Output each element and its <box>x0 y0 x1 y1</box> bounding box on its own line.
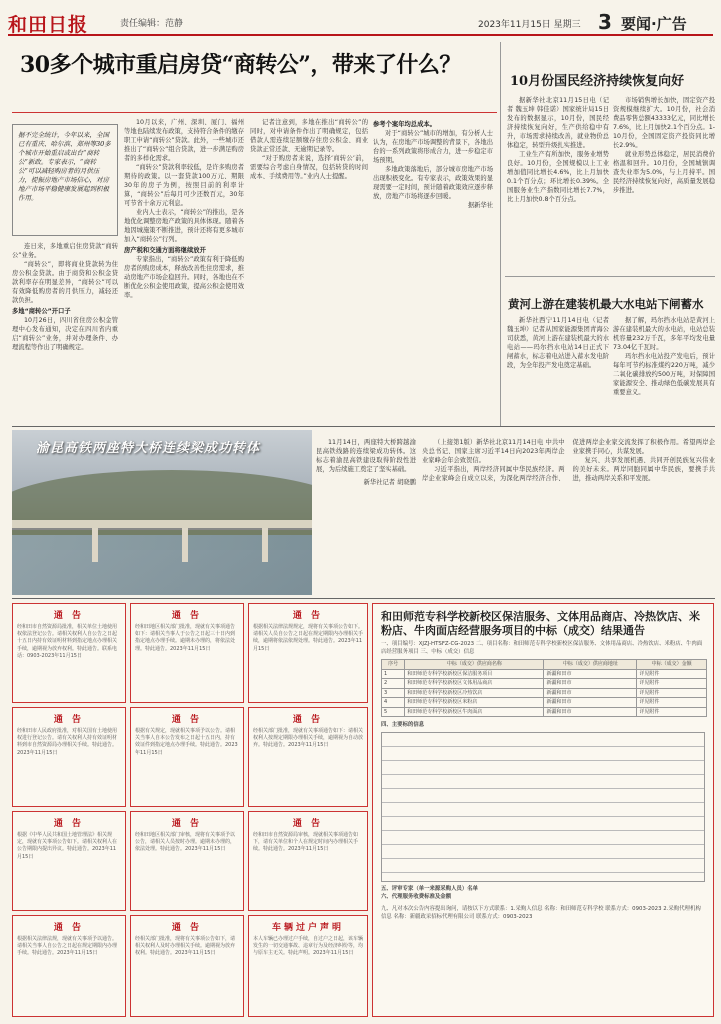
paragraph: 玛尔挡水电站投产发电后，预计每年可节约标准煤约220万吨，减少二氧化碳排放约500万吨，对保障国家能源安全、推动绿色低碳发展具有重要意义。 <box>613 353 715 396</box>
notice-body: 经和田市自然资源局审核，现就相关事项通告如下，请有关单位和个人在规定时间内办理相关手续。特此通告。2023年11月15日 <box>253 832 359 853</box>
main-headline: 30多个城市重启房贷“商转公”，带来了什么？ <box>20 52 461 78</box>
table-cell: 详见附件 <box>637 679 707 689</box>
table-cell: 新疆和田市 <box>544 698 637 708</box>
table-cell: 新疆和田市 <box>544 669 637 679</box>
notice-body: 经相关部门批准，现就有关事项通告如下：请相关权利人按规定期限办理相关手续，逾期视为自动放弃。特此通告。2023年11月15日 <box>253 728 364 749</box>
table-cell: 详见附件 <box>637 688 707 698</box>
page-number: 3 <box>598 10 612 34</box>
notice-title: 通 告 <box>53 715 85 725</box>
notice-title: 通 告 <box>292 819 324 829</box>
paragraph: 新华社西宁11月14日电（记者 魏玉坤）记者从国家能源集团青海公司获悉，黄河上游在建装机最大的水电站——玛尔挡水电站14日正式下闸蓄水，标志着电站进入蓄水发电阶段，为全年投产发电奠定基础。 <box>507 317 609 369</box>
subhead: 多地“商转公”开口子 <box>12 308 71 315</box>
paragraph: “对于购房者来说，选择‘商转公’前，需要综合考虑自身情况，包括转贷的时间成本、手续费用等。”业内人士提醒。 <box>250 155 368 180</box>
tender-detail-table <box>381 732 705 882</box>
section-rule <box>505 276 715 277</box>
table-header-cell: 中标（成交）供应商名称 <box>405 660 544 670</box>
notice-box <box>248 603 368 703</box>
table-cell: 详见附件 <box>637 669 707 679</box>
notice-body: 根据相关法律法规，现就有关事项予以通告。请相关当事人自公告之日起在规定期限内办理手续。特此通告。2023年11月15日 <box>17 936 118 957</box>
caption-text: 11月14日，两座特大桥跨越渝昆高铁线路的连续梁成功转体。这标志着渝昆高铁建设取得阶段性进展，为后续施工奠定了坚实基础。 <box>316 439 416 473</box>
masthead <box>8 6 713 36</box>
table-cell: 详见附件 <box>637 698 707 708</box>
table-cell: 3 <box>382 688 405 698</box>
table-row <box>382 698 707 708</box>
headline-rule <box>12 112 497 113</box>
table-cell: 5 <box>382 707 405 717</box>
bridge-pier-shape <box>92 528 98 562</box>
notice-box <box>130 811 244 911</box>
paragraph: “商转公”，即将商业贷款转为住房公积金贷款。由于商贷和公积金贷款利率存在明显差异，“商转公”可以有效降低购房者的月供压力，减轻还款负担。 <box>12 261 118 304</box>
main-story-col-4 <box>373 118 493 424</box>
tender-title: 和田师范专科学校新校区保洁服务、文体用品商店、冷热饮店、米粉店、牛肉面店经营服务项目的中标（成交）结果通告 <box>381 610 700 637</box>
dam-col-1 <box>507 316 609 426</box>
table-cell: 和田师范专科学校新校区米粉店 <box>405 698 544 708</box>
paragraph: （上接第1版）新华社北京11月14日电 中共中央总书记、国家主席习近平14日向2023年两岸企业家峰会年会致贺信。 <box>422 439 565 464</box>
dam-col-2 <box>613 316 715 426</box>
paragraph: 10月26日，四川省住房公积金管理中心发布通知，决定在四川省内重启“商转公”业务，并对办理条件、办理流程等作出了明确规定。 <box>12 317 118 351</box>
table-cell: 和田师范专科学校新校区保洁服务项目 <box>405 669 544 679</box>
paragraph: 习近平指出，两岸经济同属中华民族经济。两岸企业家峰会自成立以来，为深化两岸经济合作、促进两岸企业家交流发挥了积极作用。希望两岸企业家携手同心，共谋发展。 <box>422 439 715 482</box>
photo-title: 渝昆高铁两座特大桥连续梁成功转体 <box>36 441 261 456</box>
dam-headline: 黄河上游在建装机最大水电站下闸蓄水 <box>508 297 704 311</box>
paragraph: 业内人士表示，“商转公”的推出，是各地优化调整房地产政策的具体体现。随着各地因城施策不断推进，预计还将有更多城市加入“商转公”行列。 <box>124 209 244 243</box>
table-row <box>382 688 707 698</box>
notice-box <box>130 603 244 703</box>
table-cell: 和田师范专科学校新校区牛肉面店 <box>405 707 544 717</box>
notice-box <box>248 811 368 911</box>
main-story-col-1 <box>12 242 118 424</box>
paragraph: 就业形势总体稳定，居民消费价格温和回升。10月份，全国城镇调查失业率为5.0%，与上月持平。国民经济持续恢复向好，高质量发展稳步推进。 <box>613 151 715 194</box>
notice-box <box>12 707 126 807</box>
table-cell: 和田师范专科学校新校区冷热饮店 <box>405 688 544 698</box>
notice-body: 经和田市人民政府批准，对相关国有土地使用权进行登记公告。请有关权利人持有效证明材料到市自然资源局办理相关手续。特此通告。2023年11月15日 <box>17 728 118 756</box>
bridge-pier-shape <box>262 528 268 562</box>
subhead: 参考个案年均总成本。 <box>373 121 436 128</box>
paragraph: 对于“商转公”城市的增加，有分析人士认为，在房地产市场调整的背景下，各地出台的一系列政策将形成合力，进一步稳定市场预期。 <box>373 130 493 164</box>
notice-title: 通 告 <box>171 611 203 621</box>
table-cell: 1 <box>382 669 405 679</box>
ads-rule <box>12 598 715 599</box>
subhead: 房产税和交通方面将继续放开 <box>124 247 206 254</box>
bridge-deck-shape <box>12 520 312 528</box>
notice-title: 车辆过户声明 <box>271 923 344 933</box>
notice-title: 通 告 <box>53 923 85 933</box>
notice-box <box>248 915 368 1017</box>
table-cell: 新疆和田市 <box>544 679 637 689</box>
tender-table <box>381 659 707 717</box>
tender-section-heading: 四、主要标的信息 <box>381 722 425 728</box>
paragraph: 工业生产有所加快，服务业增势良好。10月份，全国规模以上工业增加值同比增长4.6%，比上月加快0.1个百分点；环比增长0.39%。全国服务业生产指数同比增长7.7%，比上月加快0.8个百分点。 <box>507 151 609 203</box>
table-header-row <box>382 660 707 670</box>
economy-headline: 10月份国民经济持续恢复向好 <box>510 74 685 89</box>
notice-title: 通 告 <box>171 923 203 933</box>
column-divider <box>500 42 501 426</box>
paragraph: 记者注意到，多地在推出“商转公”的同时，对申请条件作出了明确规定，包括借款人需连续足额缴存住房公积金、商业贷款正常还款、无逾期记录等。 <box>250 119 368 153</box>
bridge-pier-shape <box>182 528 188 562</box>
notice-body: 根据相关法律法规规定，现将有关事项公告如下。请相关人员自公告之日起在规定期限内办理相关手续，逾期将依法依规处理。特此通告。2023年11月15日 <box>253 624 364 652</box>
notice-box <box>12 811 126 911</box>
table-cell: 新疆和田市 <box>544 707 637 717</box>
table-header-cell: 中标（成交）金额 <box>637 660 707 670</box>
paragraph: 专家指出，“商转公”政策有利于降低购房者的购房成本，释放改善性住房需求，推动房地产市场企稳回升。同时，各地也在不断优化公积金使用政策，提高公积金使用效率。 <box>124 256 244 299</box>
table-cell: 和田师范专科学校新校区文体用品商店 <box>405 679 544 689</box>
notice-box <box>130 915 244 1017</box>
notice-body: 经和田地区相关部门批准，现就有关事项通告如下：请相关当事人于公告之日起三十日内到指定地点办理手续。逾期未办理的，将依法处理。特此通告。2023年11月15日 <box>135 624 236 652</box>
notice-title: 通 告 <box>171 715 203 725</box>
tender-section-heading: 五、评审专家（单一来源采购人员）名单 <box>381 886 479 892</box>
notice-body: 根据有关规定，现就相关事项予以公告。请相关当事人自本公告发布之日起十五日内，持有效证件到指定地点办理手续。特此通告。2023年11月15日 <box>135 728 238 756</box>
table-row <box>382 707 707 717</box>
paragraph: 10月以来，广州、深圳、厦门、福州等地也陆续发布政策，支持符合条件的缴存职工申请“商转公”贷款。此外，一些城市还推出了“商转公”组合贷款，进一步满足购房者的多样化需求。 <box>124 119 244 162</box>
tender-intro: 一、项目编号：XJZJ-HTSFZ-CG-2023 二、项目名称：和田师范专科学校新校区保洁服务、文体用品商店、冷热饮店、米粉店、牛肉面店经营服务项目 三、中标（成交）信息 <box>381 641 703 655</box>
section-title: 要闻·广告 <box>621 15 687 33</box>
notice-box <box>12 915 126 1017</box>
notice-title: 通 告 <box>292 611 324 621</box>
main-story-col-2 <box>124 118 244 424</box>
notice-body: 根据《中华人民共和国土地管理法》相关规定，现就有关事项公告如下。请相关权利人在公告期限内提出异议。特此通告。2023年11月15日 <box>17 832 118 860</box>
table-row <box>382 669 707 679</box>
tender-notice <box>372 603 714 1017</box>
photo-credit: 新华社记者 胡晓鹏 <box>363 479 416 486</box>
paragraph: 连日来，多地重启住房贷款“商转公”业务。 <box>12 243 118 259</box>
notice-body: 经和田地区相关部门审核，现将有关事项予以公告，请相关人员按时办理。逾期未办理的，依法处理。特此通告。2023年11月15日 <box>135 832 236 853</box>
notice-body: 经和田市自然资源局批准，相关单位土地使用权依法登记公告。请相关权利人自公告之日起十五日内持有效证明材料到指定地点办理相关手续，逾期视为放弃权利。特此通告。联系电话：0903-2023年11月15日 <box>17 624 118 659</box>
paragraph: 复兴、共享发展机遇、共同开创民族复兴伟业的美好未来。两岸同胞同属中华民族，要携手共进，推动两岸关系和平发展。 <box>572 457 715 482</box>
paragraph: 市场销售增长加快，固定资产投资规模继续扩大。10月份，社会消费品零售总额43333亿元，同比增长7.6%，比上月加快2.1个百分点。1-10月份，全国固定资产投资同比增长2.9%。 <box>613 97 715 149</box>
table-header-cell: 中标（成交）供应商地址 <box>544 660 637 670</box>
notice-body: 本人车辆已办理过户手续，自过户之日起，该车辆发生的一切交通事故、违章行为及经济纠纷等，均与原车主无关。特此声明。2023年11月15日 <box>253 936 364 957</box>
paragraph: 多地政策落地后，部分城市房地产市场出现积极变化。有专家表示，政策效果的显现需要一定时间，预计随着政策效应逐步释放，房地产市场将逐步回暖。 <box>373 166 493 200</box>
notice-title: 通 告 <box>171 819 203 829</box>
tender-section-heading: 六、代理服务收费标准及金额 <box>381 894 452 900</box>
notice-body: 经相关部门批准，现将有关事项公告如下，请相关权利人及时办理相关手续。逾期视为放弃权利。特此通告。2023年11月15日 <box>135 936 236 957</box>
table-row <box>382 679 707 689</box>
table-cell: 详见附件 <box>637 707 707 717</box>
byline: 据新华社 <box>467 202 493 209</box>
economy-col-2 <box>613 96 715 272</box>
newspaper-logo: 和田日报 <box>8 14 89 36</box>
table-cell: 2 <box>382 679 405 689</box>
photo-caption <box>316 438 416 594</box>
notice-title: 通 告 <box>292 715 324 725</box>
notice-box <box>248 707 368 807</box>
tender-contact: 九、凡对本次公告内容提出询问，请按以下方式联系：1.采购人信息 名称：和田师范专科学校 联系方式：0903-2023 2.采购代理机构信息 名称：新疆政采招标代理有限公司 联系方式：0903-2023 <box>381 906 701 920</box>
economy-col-1 <box>507 96 609 272</box>
issue-date: 2023年11月15日 星期三 <box>478 20 581 30</box>
fold-rule <box>12 426 715 427</box>
paragraph: 据新华社北京11月15日电（记者 魏玉坤 韩佳诺）国家统计局15日发布的数据显示，10月份，国民经济持续恢复向好，生产供给稳中有升，市场需求持续改善，就业物价总体稳定，转型升级扎实推进。 <box>507 97 609 149</box>
story4-columns <box>422 438 715 594</box>
notice-title: 通 告 <box>53 819 85 829</box>
editor-credit: 责任编辑：范静 <box>120 19 184 29</box>
table-cell: 4 <box>382 698 405 708</box>
paragraph: 据了解，玛尔挡水电站是黄河上游在建装机最大的水电站，电站总装机容量232万千瓦，多年平均发电量73.04亿千瓦时。 <box>613 317 715 351</box>
table-cell: 新疆和田市 <box>544 688 637 698</box>
paragraph: “商转公”贷款利率较低，是许多购房者期待的政策。以一套贷款100万元、期限30年的房子为例，按照目前的利率计算，“商转公”后每月可少还数百元，30年可节省十余万元利息。 <box>124 164 244 207</box>
notice-title: 通 告 <box>53 611 85 621</box>
notice-box <box>130 707 244 807</box>
lead-box: 据不完全统计，今年以来，全国已有重庆、哈尔滨、郑州等30多个城市开始重启或出台“商转公”新政。专家表示，“商转公”可以减轻购房者的月供压力，提振房地产市场信心，对房地产市场平稳健康发展起到积极作用。 <box>12 124 118 236</box>
main-story-col-3 <box>250 118 368 424</box>
table-header-cell: 序号 <box>382 660 405 670</box>
notice-box <box>12 603 126 703</box>
